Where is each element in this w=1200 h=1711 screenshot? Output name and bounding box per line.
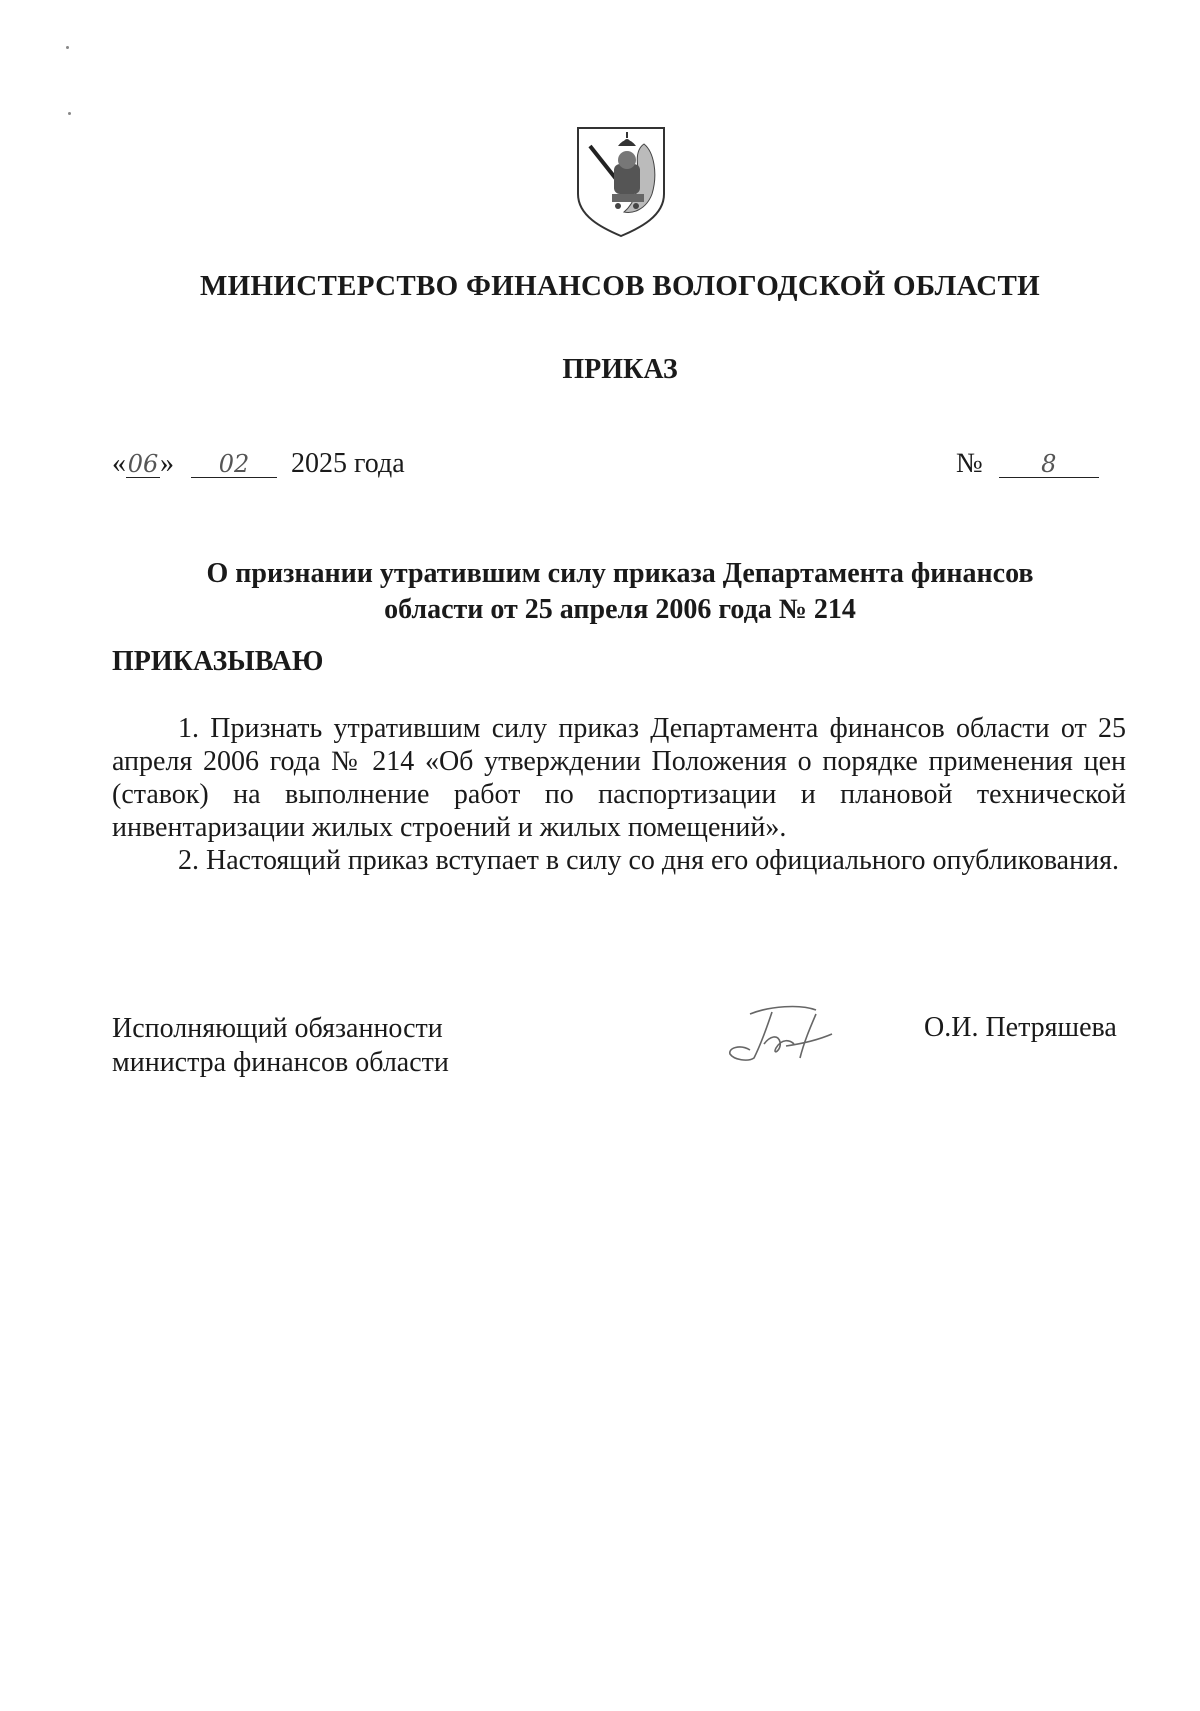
ministry-heading: МИНИСТЕРСТВО ФИНАНСОВ ВОЛОГОДСКОЙ ОБЛАСТИ: [199, 270, 1041, 302]
order-word: ПРИКАЗЫВАЮ: [112, 646, 324, 677]
title-line-2: области от 25 апреля 2006 года № 214: [384, 594, 856, 625]
document-type: ПРИКАЗ: [562, 354, 678, 385]
document-number: [956, 448, 1099, 480]
date-year: 2025 года: [291, 448, 405, 479]
signer-name: О.И. Петряшева: [924, 1012, 1117, 1043]
date-day: 06: [127, 450, 159, 478]
close-quote: »: [160, 448, 174, 479]
order-item-2: 2. Настоящий приказ вступает в силу со дня его официального опубликования.: [178, 845, 1119, 876]
handwritten-signature-icon: [720, 1000, 840, 1070]
open-quote: «: [112, 448, 126, 479]
signer-position: [112, 1012, 449, 1080]
coat-of-arms-icon: [574, 124, 668, 240]
signer-position-line-1: Исполняющий обязанности: [112, 1013, 443, 1044]
number-value: 8: [999, 451, 1099, 478]
document-body: [112, 712, 1126, 877]
scan-speck: [66, 46, 69, 49]
number-label: №: [956, 448, 983, 479]
signer-position-line-2: министра финансов области: [112, 1047, 449, 1078]
document-title: [110, 556, 1130, 628]
document-date: [112, 448, 405, 480]
order-item-1: 1. Признать утратившим силу приказ Департамента финансов области от 25 апреля 2006 года № 214 «Об утверждении Положения о порядке применения цен (ставок) на выполнение работ по паспортизации и плановой технической инвентаризации жилых строений и жилых помещений».: [112, 713, 1126, 843]
scan-speck: [68, 112, 71, 115]
date-month: 02: [191, 451, 277, 478]
title-line-1: О признании утратившим силу приказа Департамента финансов: [206, 558, 1034, 589]
